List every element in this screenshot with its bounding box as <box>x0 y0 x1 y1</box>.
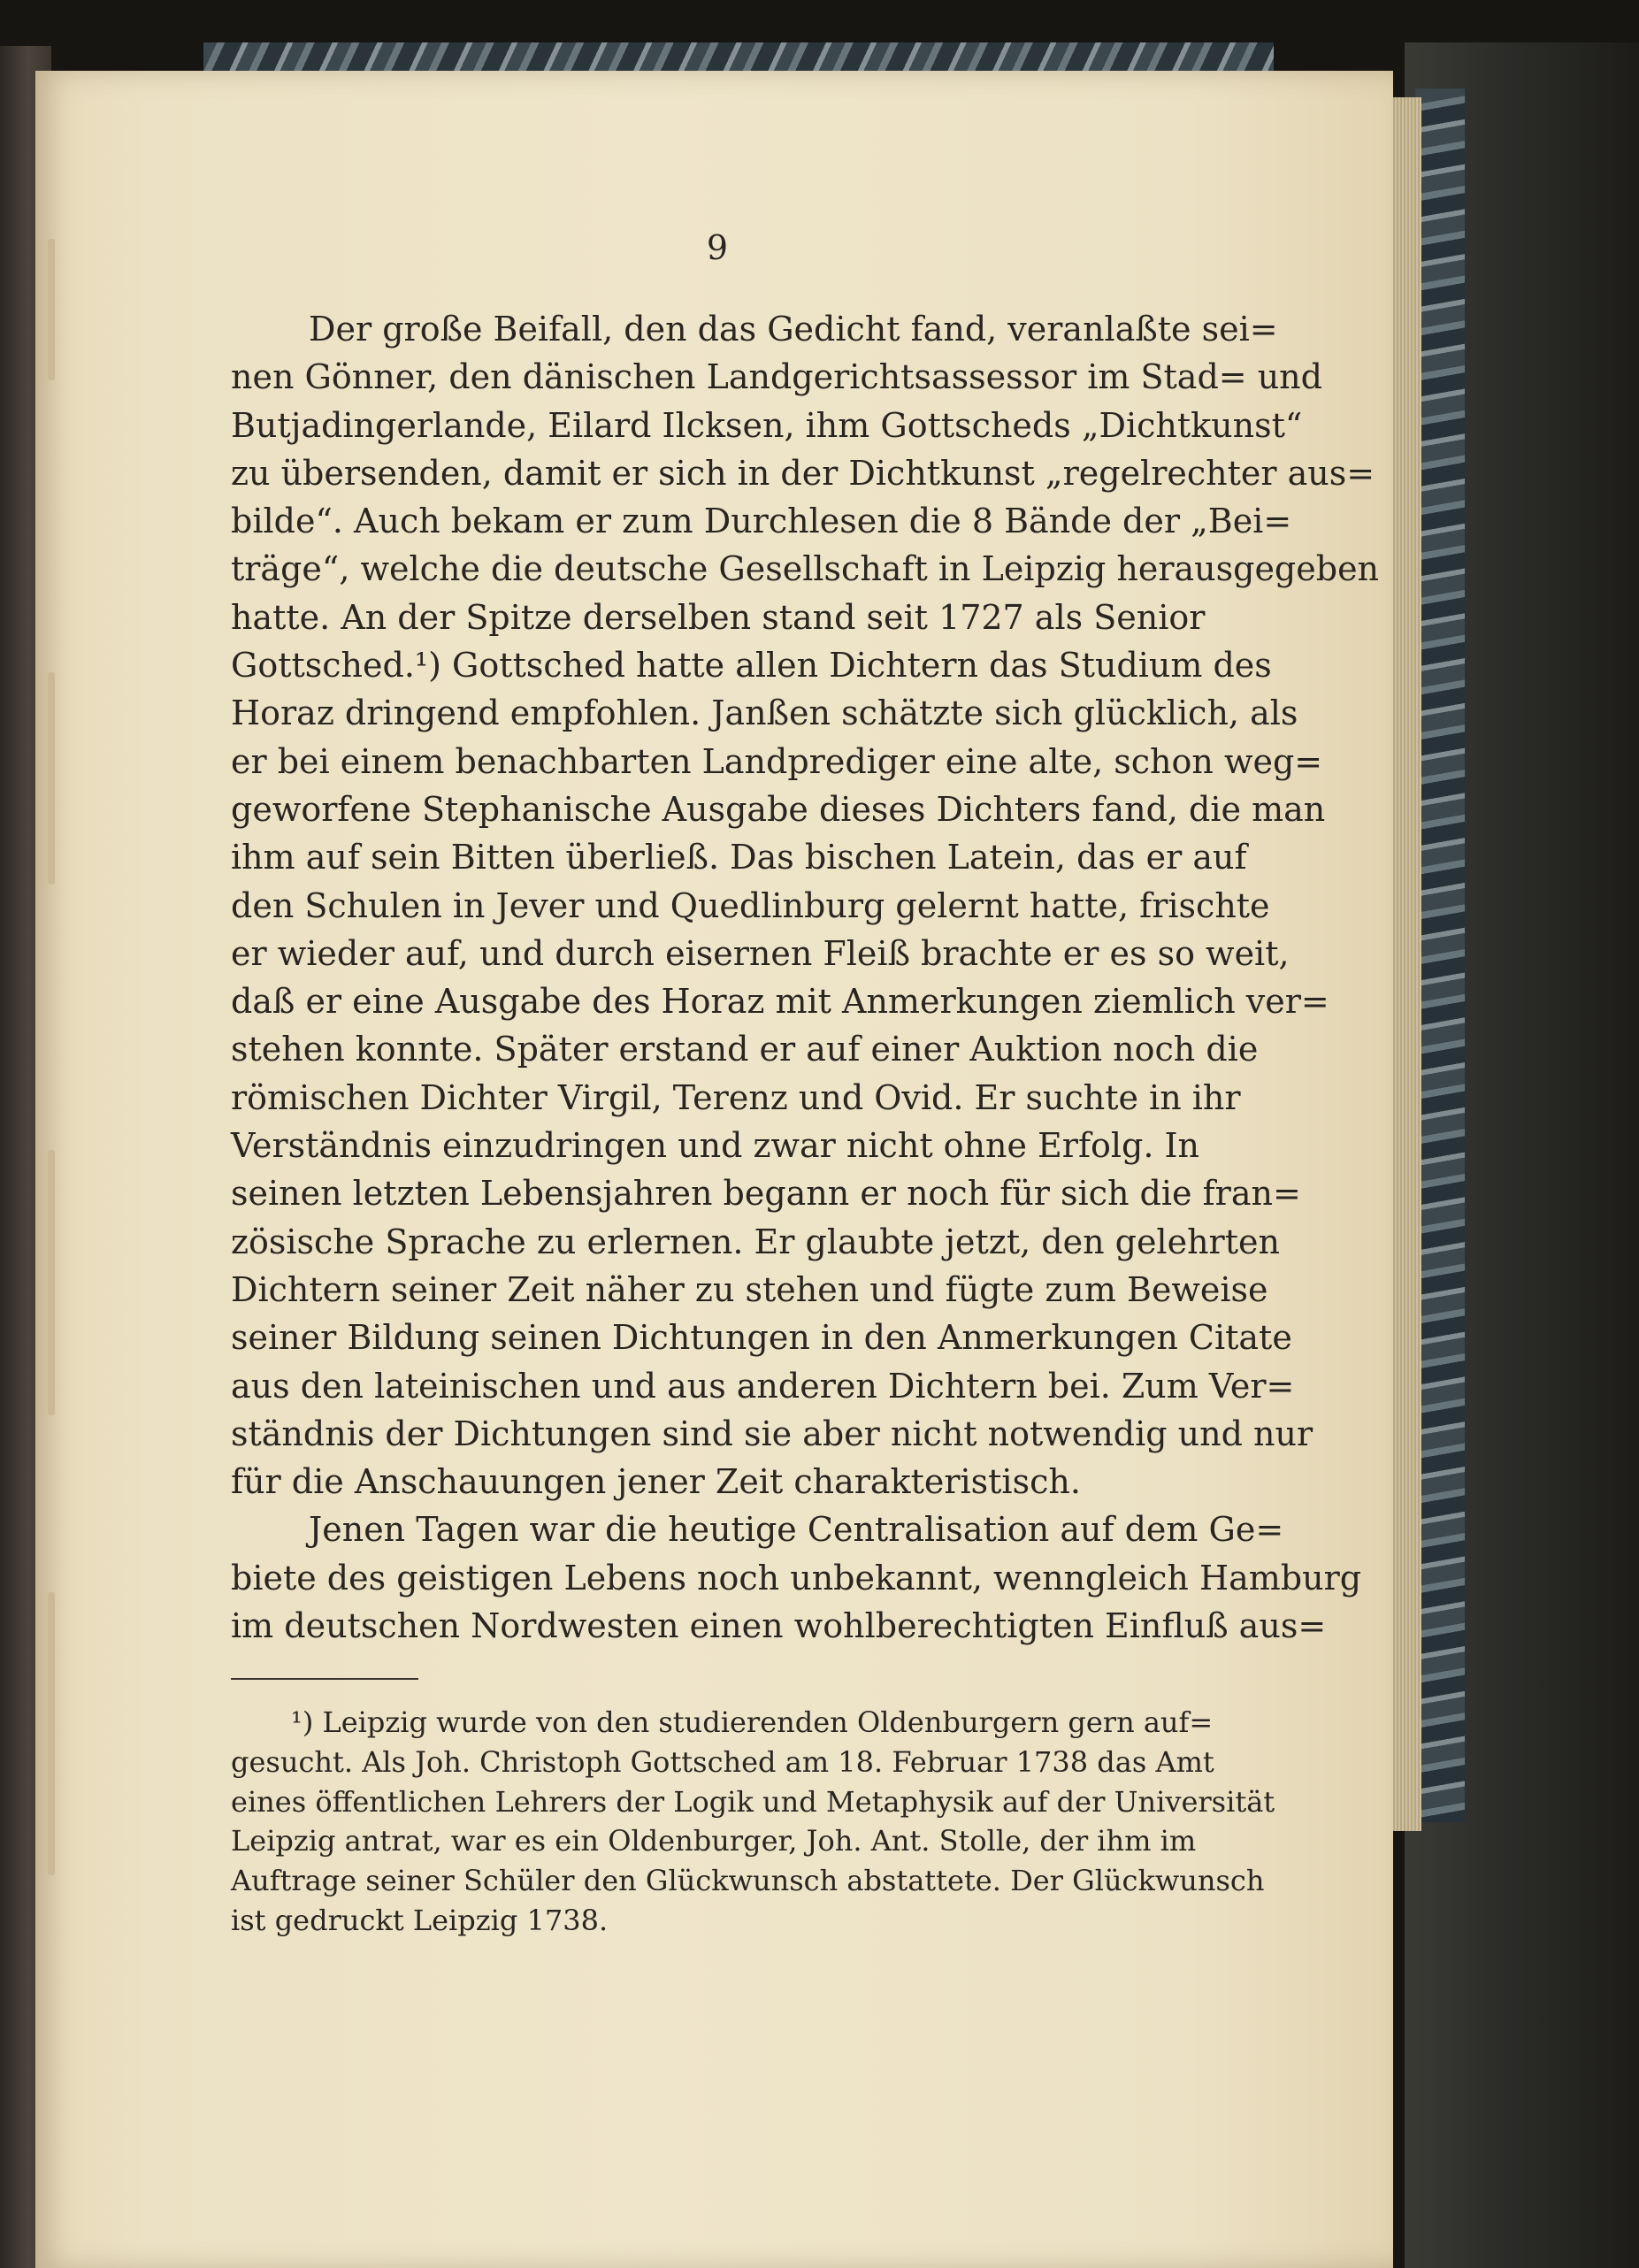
text-line: Verständnis einzudringen und zwar nicht ohne Erfolg. In <box>231 1126 1200 1166</box>
text-line: daß er eine Ausgabe des Horaz mit Anmerkungen ziemlich ver= <box>231 982 1329 1022</box>
footnote-rule <box>231 1678 418 1680</box>
text-line: biete des geistigen Lebens noch unbekannt, wenngleich Hamburg <box>231 1558 1362 1598</box>
footnote-line: ist gedruckt Leipzig 1738. <box>231 1903 609 1937</box>
binding-mark <box>48 239 55 380</box>
text-line: ständnis der Dichtungen sind sie aber nicht notwendig und nur <box>231 1414 1313 1453</box>
marbled-edge-right <box>1415 88 1465 1822</box>
footnote-line: ¹) Leipzig wurde von den studierenden Oldenburgern gern auf= <box>291 1705 1214 1739</box>
text-line: er wieder auf, und durch eisernen Fleiß brachte er es so weit, <box>231 933 1290 973</box>
text-line: nen Gönner, den dänischen Landgerichtsassessor im Stad= und <box>231 357 1322 397</box>
text-line: seinen letzten Lebensjahren begann er noch für sich die fran= <box>231 1174 1301 1214</box>
text-line: zösische Sprache zu erlernen. Er glaubte jetzt, den gelehrten <box>231 1222 1280 1261</box>
text-line: Gottsched.¹) Gottsched hatte allen Dichtern das Studium des <box>231 646 1272 686</box>
text-line: träge“, welche die deutsche Gesellschaft in Leipzig herausgegeben <box>231 549 1380 589</box>
text-line: Horaz dringend empfohlen. Janßen schätzte sich glücklich, als <box>231 693 1298 733</box>
text-line: den Schulen in Jever und Quedlinburg gelernt hatte, frischte <box>231 885 1270 925</box>
text-line: bilde“. Auch bekam er zum Durchlesen die 8 Bände der „Bei= <box>231 502 1292 541</box>
text-line: hatte. An der Spitze derselben stand seit 1727 als Senior <box>231 597 1206 637</box>
text-line: ihm auf sein Bitten überließ. Das bischen Latein, das er auf <box>231 838 1247 877</box>
binding-mark <box>48 672 55 885</box>
footnotes <box>231 1703 1275 1941</box>
text-line: zu übersenden, damit er sich in der Dichtkunst „regelrechter aus= <box>231 453 1375 493</box>
text-line: Dichtern seiner Zeit näher zu stehen und fügte zum Beweise <box>231 1269 1268 1309</box>
text-line: geworfene Stephanische Ausgabe dieses Dichters fand, die man <box>231 789 1326 829</box>
text-line: aus den lateinischen und aus anderen Dichtern bei. Zum Ver= <box>231 1366 1295 1406</box>
text-line: im deutschen Nordwesten einen wohlberechtigten Einfluß aus= <box>231 1606 1327 1646</box>
footnote-line: eines öffentlichen Lehrers der Logik und Metaphysik auf der Universität <box>231 1784 1275 1819</box>
text-line: für die Anschauungen jener Zeit charakteristisch. <box>231 1462 1081 1502</box>
text-line: stehen konnte. Später erstand er auf einer Auktion noch die <box>231 1030 1259 1069</box>
text-line: Butjadingerlande, Eilard Ilcksen, ihm Gottscheds „Dichtkunst“ <box>231 405 1303 445</box>
binding-mark <box>48 1592 55 1875</box>
page-number: 9 <box>706 228 729 267</box>
footnote-line: gesucht. Als Joh. Christoph Gottsched am 18. Februar 1738 das Amt <box>231 1744 1214 1779</box>
text-line: er bei einem benachbarten Landprediger eine alte, schon weg= <box>231 741 1323 781</box>
footnote-line: Leipzig antrat, war es ein Oldenburger, Joh. Ant. Stolle, der ihm im <box>231 1824 1197 1858</box>
text-line: römischen Dichter Virgil, Terenz und Ovid. Er suchte in ihr <box>231 1077 1241 1117</box>
text-line: Der große Beifall, den das Gedicht fand, veranlaßte sei= <box>309 310 1278 349</box>
text-line: seiner Bildung seinen Dichtungen in den Anmerkungen Citate <box>231 1318 1292 1358</box>
body-text <box>231 305 1380 1650</box>
text-line: Jenen Tagen war die heutige Centralisation auf dem Ge= <box>309 1510 1284 1550</box>
footnote-line: Auftrage seiner Schüler den Glückwunsch abstattete. Der Glückwunsch <box>231 1864 1265 1898</box>
binding-mark <box>48 1150 55 1415</box>
